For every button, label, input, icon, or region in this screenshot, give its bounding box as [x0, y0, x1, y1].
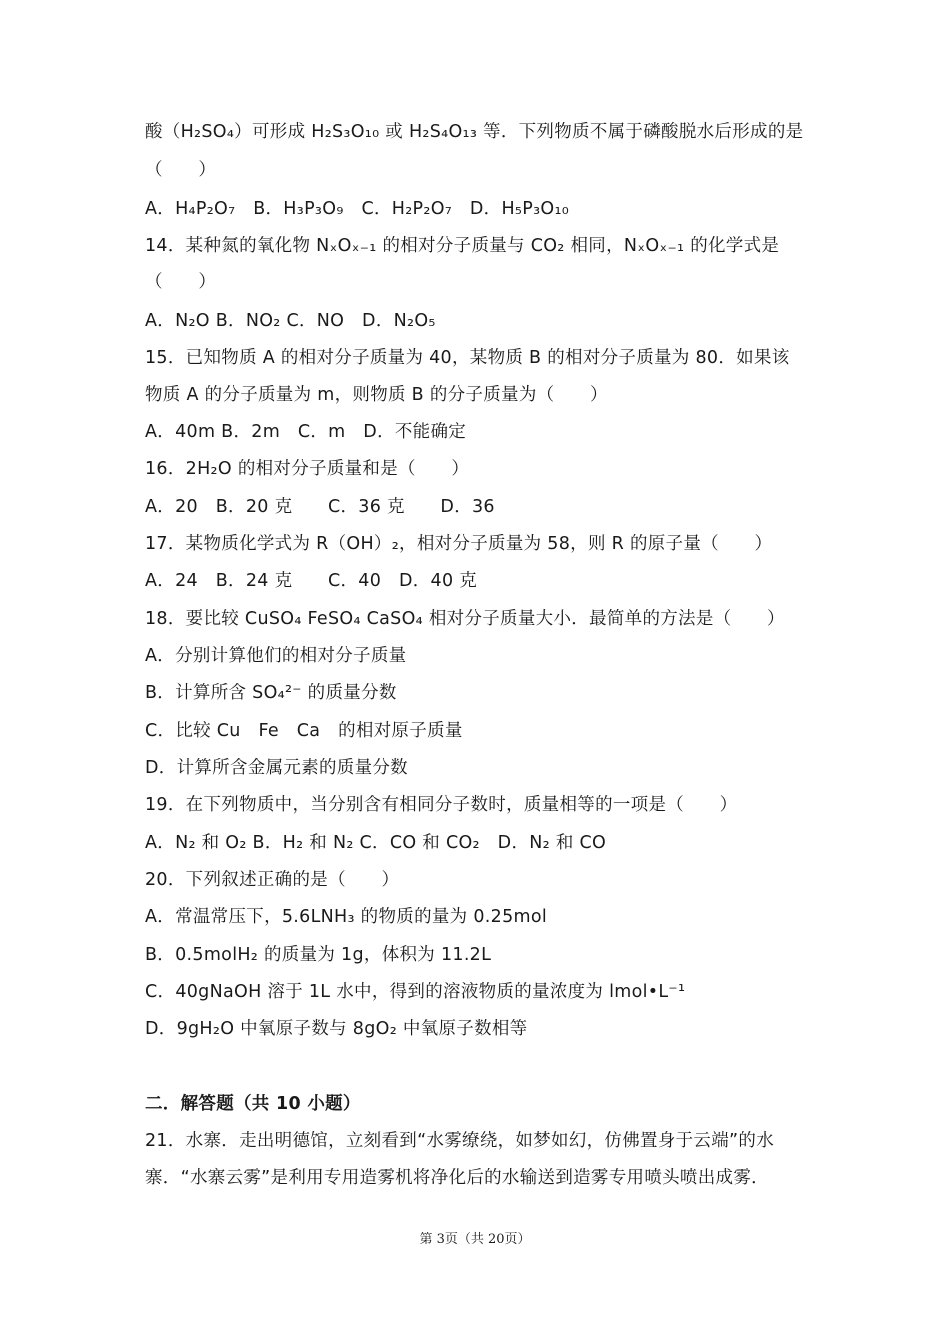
- text-line: A．20 B．20 克 C．36 克 D．36: [145, 497, 495, 517]
- text-line: 16．2H₂O 的相对分子质量和是（ ）: [145, 459, 470, 479]
- text-line: B．计算所含 SO₄²⁻ 的质量分数: [145, 683, 397, 703]
- text-line: A．40m B．2m C．m D．不能确定: [145, 422, 467, 442]
- text-line: 15．已知物质 A 的相对分子质量为 40，某物质 B 的相对分子质量为 80．如果该: [145, 348, 790, 368]
- text-line: D．9gH₂O 中氧原子数与 8gO₂ 中氧原子数相等: [145, 1019, 528, 1039]
- text-line: （ ）: [145, 160, 217, 180]
- text-line: A．N₂ 和 O₂ B．H₂ 和 N₂ C．CO 和 CO₂ D．N₂ 和 CO: [145, 833, 607, 853]
- text-line: 物质 A 的分子质量为 m，则物质 B 的分子质量为（ ）: [145, 385, 608, 405]
- text-line: 酸（H₂SO₄）可形成 H₂S₃O₁₀ 或 H₂S₄O₁₃ 等．下列物质不属于磷酸脱水后形成的是: [145, 122, 804, 142]
- text-line: 18．要比较 CuSO₄ FeSO₄ CaSO₄ 相对分子质量大小．最简单的方法是（ ）: [145, 609, 785, 629]
- text-line: 14．某种氮的氧化物 NₓOₓ₋₁ 的相对分子质量与 CO₂ 相同，NₓOₓ₋₁ 的化学式是: [145, 236, 780, 256]
- text-line: 17．某物质化学式为 R（OH）₂，相对分子质量为 58，则 R 的原子量（ ）: [145, 534, 773, 554]
- text-line: A．常温常压下，5.6LNH₃ 的物质的量为 0.25mol: [145, 907, 548, 927]
- text-line: B．0.5molH₂ 的质量为 1g，体积为 11.2L: [145, 945, 492, 965]
- text-line: D．计算所含金属元素的质量分数: [145, 758, 408, 778]
- text-line: A．H₄P₂O₇ B．H₃P₃O₉ C．H₂P₂O₇ D．H₅P₃O₁₀: [145, 199, 570, 219]
- text-line: C．比较 Cu Fe Ca 的相对原子质量: [145, 721, 463, 741]
- section-heading: 二．解答题（共 10 小题）: [145, 1094, 361, 1114]
- text-line: A．24 B．24 克 C．40 D．40 克: [145, 571, 478, 591]
- text-line: 19．在下列物质中，当分别含有相同分子数时，质量相等的一项是（ ）: [145, 795, 738, 815]
- text-line: （ ）: [145, 272, 217, 292]
- text-line: A．N₂O B．NO₂ C．NO D．N₂O₅: [145, 311, 436, 331]
- text-line: A．分别计算他们的相对分子质量: [145, 646, 407, 666]
- text-line: 21．水寨．走出明德馆，立刻看到“水雾缭绕，如梦如幻，仿佛置身于云端”的水: [145, 1131, 774, 1151]
- text-line: 20．下列叙述正确的是（ ）: [145, 870, 400, 890]
- text-line: C．40gNaOH 溶于 1L 水中，得到的溶液物质的量浓度为 lmol•L⁻¹: [145, 982, 686, 1002]
- page-footer: 第 3页（共 20页）: [419, 1232, 531, 1247]
- text-line: 寨．“水寨云雾”是利用专用造雾机将净化后的水输送到造雾专用喷头喷出成雾．: [145, 1168, 769, 1188]
